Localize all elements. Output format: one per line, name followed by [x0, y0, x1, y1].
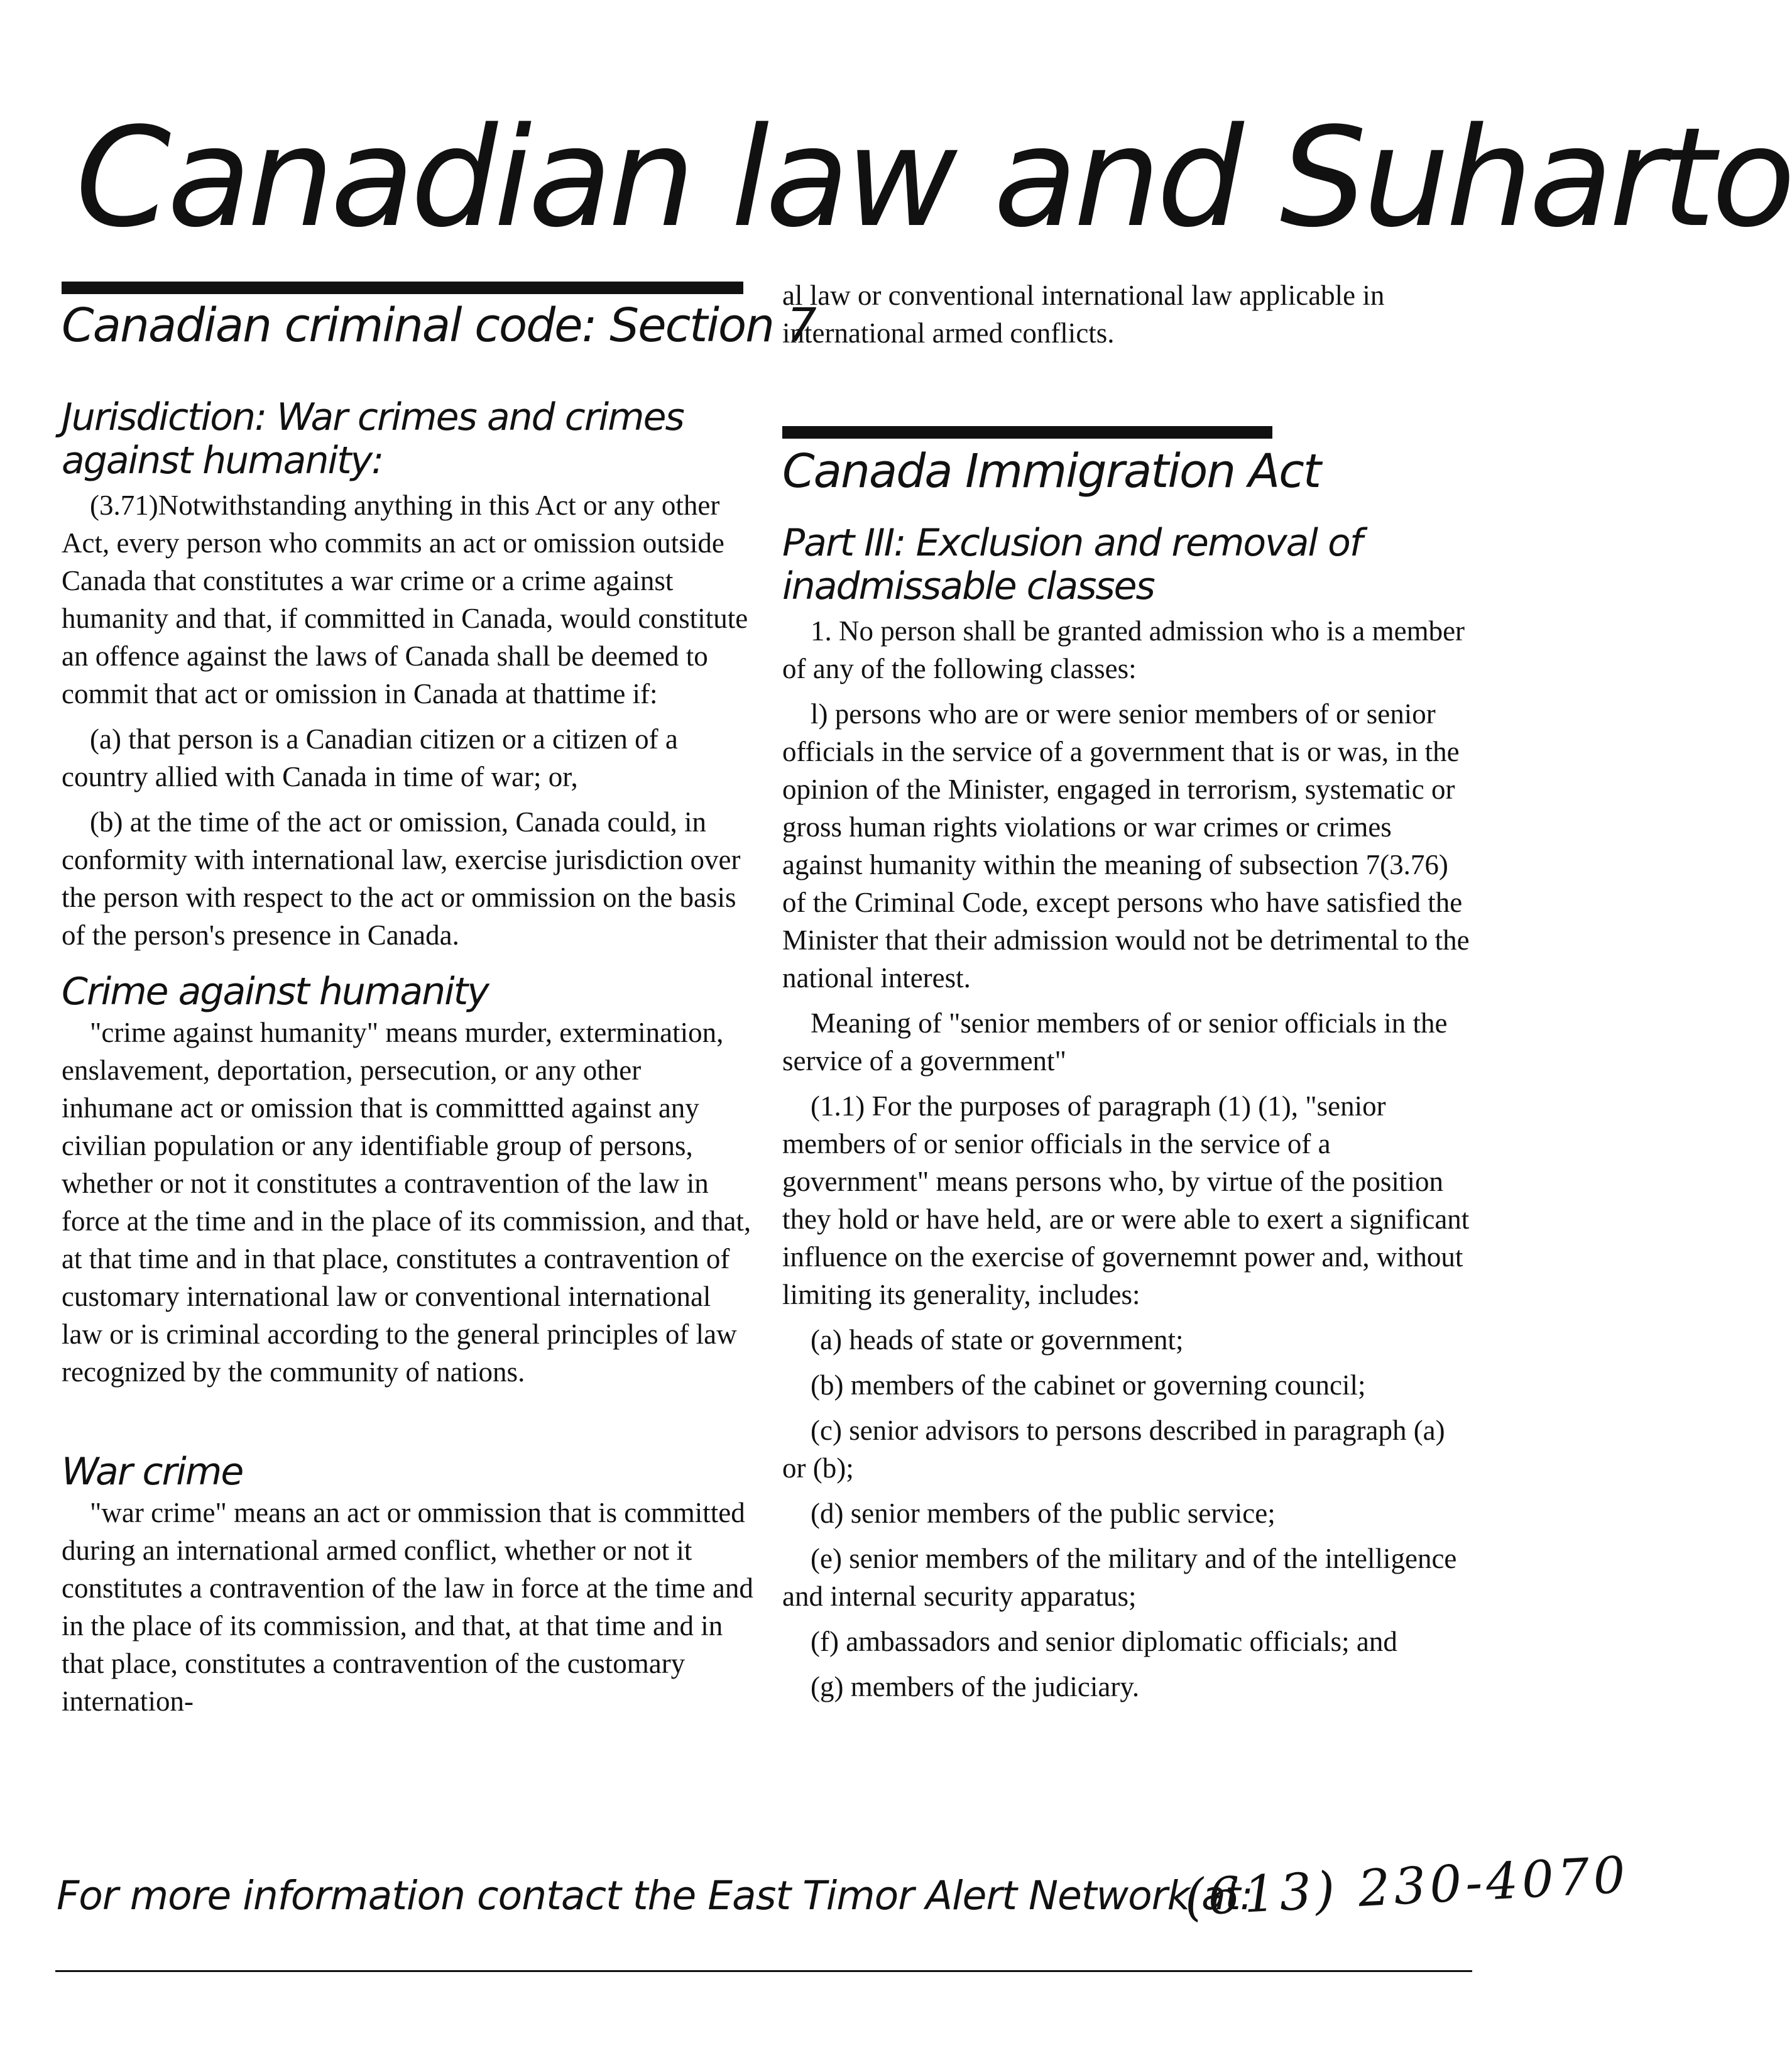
- criminal-code-title: Canadian criminal code: Section 7: [62, 299, 816, 353]
- clause-l: l) persons who are or were senior members of or senior officials in the service of a government that is or was, in the opinion of the Minister, engaged in terrorism, systematic or gross human rights violations or war crimes or crimes against humanity within the meaning of subsection 7(3.76) of the Criminal Code, except persons who have satisfied the Minister that their admission would not be detrimental to the national interest.: [782, 698, 1470, 994]
- meaning-heading: Meaning of "senior members of or senior officials in the service of a government": [782, 1007, 1448, 1077]
- list-item: (b) members of the cabinet or governing council;: [811, 1369, 1366, 1401]
- part-iii-heading: Part III: Exclusion and removal of inadmissable classes: [782, 520, 1362, 608]
- clause-1: 1. No person shall be granted admission who is a member of any of the following classes:: [782, 615, 1465, 684]
- left-column: [62, 396, 756, 1728]
- war-crime-text: "war crime" means an act or ommission that is committed during an international armed conflict, whether or not it constitutes a contravention of the law in force at the time and in the place of its commission, and that, at that time and in that place, constitutes a contravention of the customary internation-: [62, 1497, 753, 1717]
- clause-1-1: (1.1) For the purposes of paragraph (1) (1), "senior members of or senior officials in the service of a government" means persons who, by virtue of the position they hold or have held, are or were able to exert a significant influence on the exercise of governemnt power and, without limiting its generality, includes:: [782, 1090, 1470, 1310]
- page-title: Canadian law and Suharto: [75, 99, 1792, 258]
- list-item: (c) senior advisors to persons described in paragraph (a) or (b);: [782, 1414, 1445, 1484]
- jurisdiction-item-b: (b) at the time of the act or omission, Canada could, in conformity with international law, exercise jurisdiction over the person with respect to the act or ommission on the basis of the person's presence in Canada.: [62, 806, 741, 951]
- list-item: (a) heads of state or government;: [811, 1323, 1184, 1356]
- continuation-text: al law or conventional international law applicable in international armed conflicts.: [782, 280, 1385, 349]
- list-item: (e) senior members of the military and of the intelligence and internal security apparatus;: [782, 1542, 1457, 1612]
- jurisdiction-heading: Jurisdiction: War crimes and crimes against humanity:: [62, 395, 684, 483]
- jurisdiction-intro: (3.71)Notwithstanding anything in this Act or any other Act, every person who commits an act or omission outside Canada that constitutes a war crime or a crime against humanity and that, if committed in Canada, would constitute an offence against the laws of Canada shall be deemed to commit that act or omission in Canada at thattime if:: [62, 490, 748, 710]
- right-column: [782, 277, 1473, 1713]
- footer-contact-text: For more information contact the East Timor Alert Network at:: [57, 1873, 1253, 1919]
- crime-against-humanity-heading: Crime against humanity: [62, 970, 488, 1014]
- footer-rule: [55, 1970, 1472, 1972]
- footer-phone-number: (613) 230-4070: [1183, 1845, 1631, 1927]
- list-item: (d) senior members of the public service;: [811, 1497, 1276, 1529]
- immigration-act-title: Canada Immigration Act: [782, 444, 1320, 498]
- list-item: (g) members of the judiciary.: [811, 1670, 1140, 1702]
- section-rule-left: [62, 282, 743, 294]
- war-crime-heading: War crime: [62, 1450, 243, 1494]
- jurisdiction-item-a: (a) that person is a Canadian citizen or a citizen of a country allied with Canada in time of war; or,: [62, 723, 678, 792]
- list-item: (f) ambassadors and senior diplomatic officials; and: [811, 1625, 1397, 1657]
- crime-against-humanity-text: "crime against humanity" means murder, extermination, enslavement, deportation, persecution, or any other inhumane act or omission that is committted against any civilian population or any identifiable group of persons, whether or not it constitutes a contravention of the law in force at the time and in the place of its commission, and that, at that time and in that place, constitutes a contravention of customary international law or conventional international law or is criminal according to the general principles of law recognized by the community of nations.: [62, 1017, 751, 1388]
- section-rule-right: [782, 426, 1272, 439]
